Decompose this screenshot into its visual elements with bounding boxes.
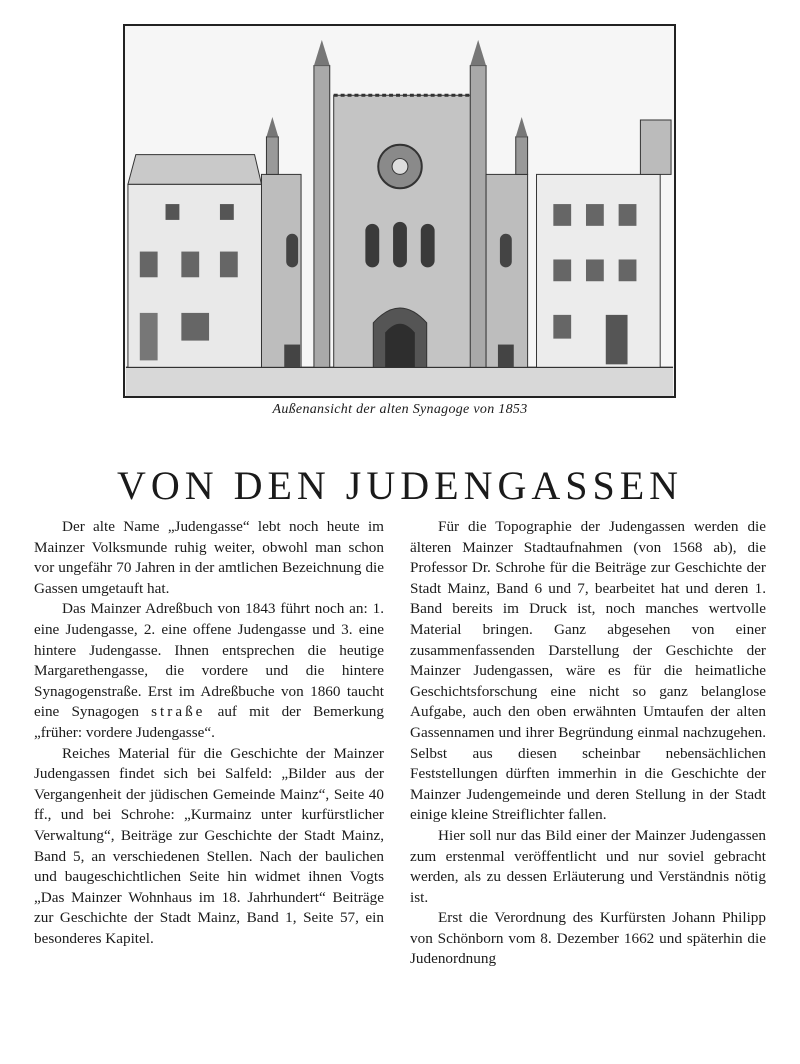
right-column xyxy=(410,517,766,970)
page-title: VON DEN JUDENGASSEN xyxy=(116,463,684,508)
synagogue-drawing xyxy=(125,26,674,396)
paragraph: Erst die Verordnung des Kurfürsten Johann Philipp von Schönborn vom 8. Dezember 1662 und späterhin die Judenordnung xyxy=(410,909,766,968)
emphasized-word: straße xyxy=(151,703,206,721)
left-column xyxy=(34,517,384,949)
paragraph-text: auf mit der Bemerkung „früher: vordere Judengasse“. xyxy=(34,703,384,741)
paragraph: Hier soll nur das Bild einer der Mainzer Judengassen zum erstenmal veröffentlicht und nur soviel gebracht werden, als zu dessen Erläuterung und Verständnis nötig ist. xyxy=(410,826,766,906)
paragraph: Der alte Name „Judengasse“ lebt noch heute im Mainzer Volksmunde ruhig weiter, obwohl man schon vor ungefähr 70 Jahren in der amtlichen Bezeichnung die Gassen umgetauft hat. xyxy=(34,518,384,597)
paragraph xyxy=(34,599,384,743)
paragraph: Für die Topographie der Judengassen werden die älteren Mainzer Stadtaufnahmen (von 1568 ab), die Professor Dr. Schrohe für die Beiträge zur Geschichte der Stadt Mainz, Band 6 und 7, bearbeitet hat und deren 1. Band bereits im Druck ist, noch manches wertvolle Material bringen. Ganz abgesehen von einer zusammenfassenden Darstellung der Geschichte der Mainzer Judengassen, wäre es für die heimatliche Geschichtsforschung eine nicht so ganz belanglose Aufgabe, auch den oben erwähnten Umtaufen der alten Gassennamen und ihrer Begründung einmal nachzugehen. Selbst aus diesen scheinbar nebensächlichen Feststellungen dürften immerhin in die Geschichte der Mainzer Judengemeinde und deren Stellung in der Stadt einige kleine Streiflichter fallen. xyxy=(410,518,766,824)
figure-caption: Außenansicht der alten Synagoge von 1853 xyxy=(272,402,528,417)
synagogue-illustration xyxy=(123,24,676,398)
paragraph-text: Das Mainzer Adreßbuch von 1843 führt noch an: 1. eine Judengasse, 2. eine offene Judengasse und 3. eine hintere Judengasse. Ihnen entsprechen die heutige Margarethengasse, die vordere und die hintere Synagogenstraße. Erst im Adreßbuche von 1860 taucht eine Synagogen xyxy=(34,600,384,721)
paragraph: Reiches Material für die Geschichte der Mainzer Judengassen findet sich bei Salfeld: „Bilder aus der Vergangenheit der jüdischen Gemeinde Mainz“, Seite 40 ff., und bei Schrohe: „Kurmainz unter kurfürstlicher Verwaltung“, Beiträge zur Geschichte der Stadt Mainz, Band 5, an verschiedenen Stellen. Nach der baulichen und baugeschichtlichen Seite hin widmet ihnen Vogts „Das Mainzer Wohnhaus im 18. Jahrhundert“ Beiträge zur Geschichte der Stadt Mainz, Band 1, Seite 57, ein besonderes Kapitel. xyxy=(34,744,384,947)
